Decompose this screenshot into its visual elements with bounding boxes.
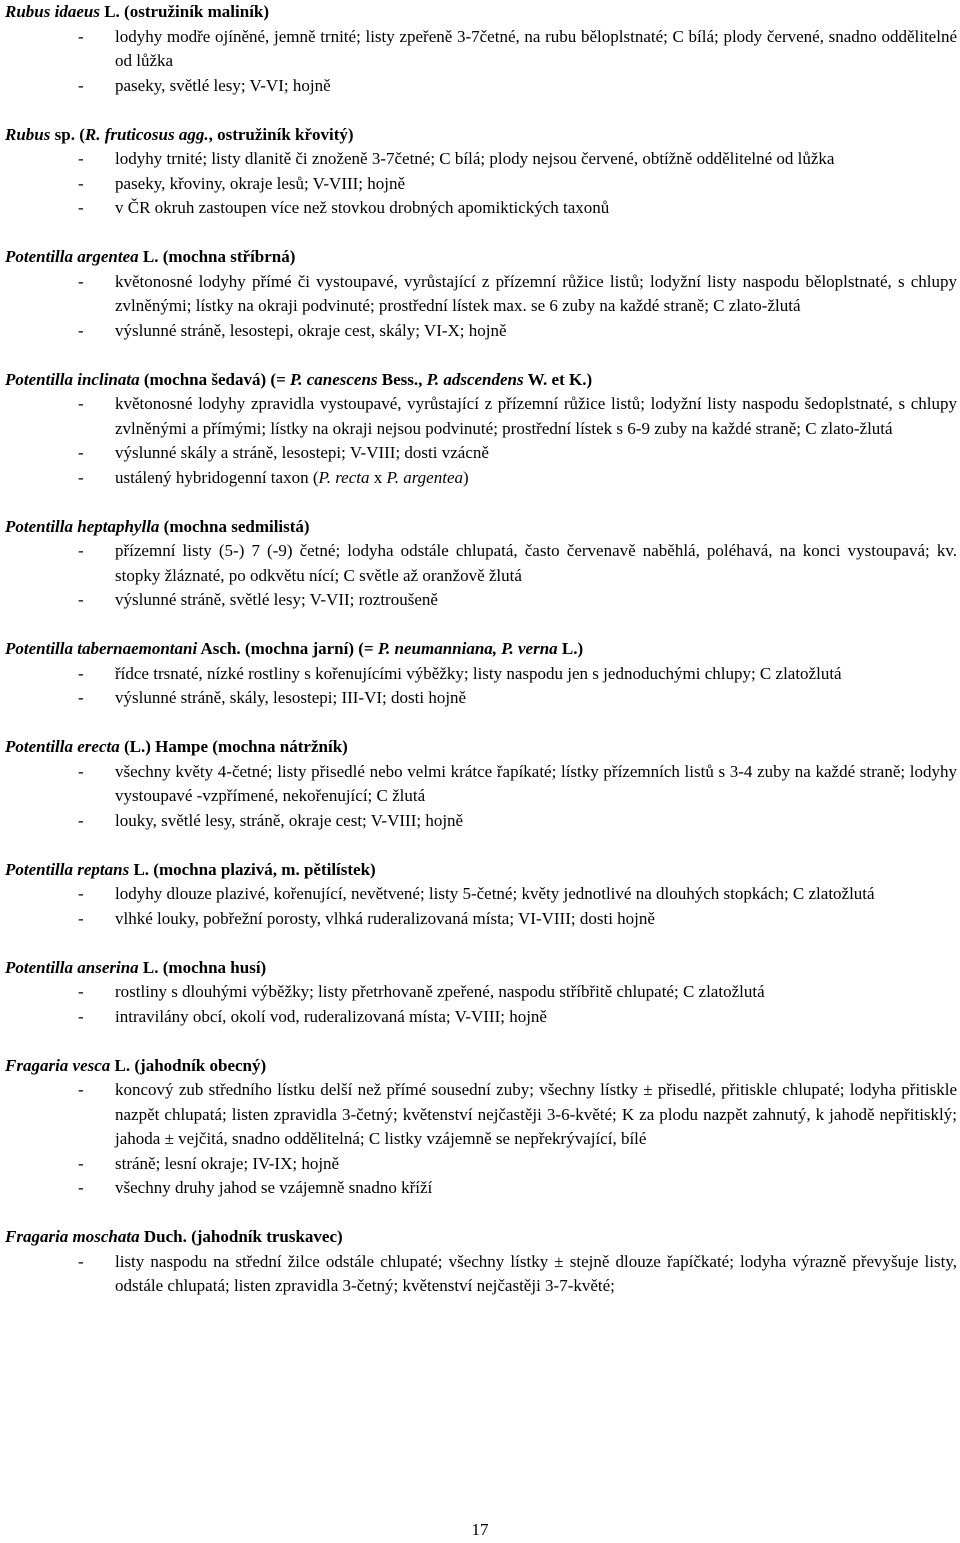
species-entry <box>5 0 957 98</box>
text-run: ) <box>463 467 469 487</box>
description-item: - louky, světlé lesy, stráně, okraje cest; V-VIII; hojně <box>5 809 957 834</box>
species-heading <box>5 858 957 883</box>
description-item: - všechny druhy jahod se vzájemně snadno kříží <box>5 1176 957 1201</box>
text-run: Asch. (mochna jarní) (= <box>197 639 378 658</box>
species-entry <box>5 735 957 833</box>
text-run: L. (ostružiník maliník) <box>99 2 270 21</box>
italic-text-run: Potentilla argentea <box>5 247 139 266</box>
description-item: - výslunné stráně, světlé lesy; V-VII; roztroušeně <box>5 588 957 613</box>
species-description-list <box>5 147 957 221</box>
italic-text-run: P. argentea <box>386 467 463 487</box>
text-run: x <box>369 467 387 487</box>
species-entry <box>5 515 957 613</box>
species-heading <box>5 1054 957 1079</box>
species-description-list <box>5 662 957 711</box>
species-heading <box>5 637 957 662</box>
italic-text-run: Potentilla erecta <box>5 737 120 756</box>
italic-text-run: Fragaria vesca <box>5 1055 111 1075</box>
description-item: - výslunné stráně, lesostepi, okraje cest, skály; VI-X; hojně <box>5 319 957 344</box>
text-run: L. (mochna husí) <box>138 957 267 977</box>
text-run: L.) <box>557 639 584 658</box>
italic-text-run: agg. <box>174 124 209 144</box>
italic-text-run: P. recta <box>318 467 370 487</box>
description-item: - květonosné lodyhy zpravidla vystoupavé, vyrůstající z přízemní růžice listů; lodyžní listy naspodu šedoplstnaté, s chlupy zvlněnými a přímými; lístky na okraji nejsou podvinuté; prostřední lístek s 6-9 zuby na každé straně; C zlato-žlutá <box>5 392 957 441</box>
species-entry <box>5 1054 957 1201</box>
description-item: - řídce trsnaté, nízké rostliny s kořenujícími výběžky; listy naspodu jen s jednoduchými chlupy; C zlatožlutá <box>5 662 957 687</box>
page-number: 17 <box>471 1520 489 1539</box>
species-entry <box>5 956 957 1030</box>
species-list <box>5 0 957 1299</box>
italic-text-run: P. canescens <box>290 369 378 389</box>
species-heading <box>5 368 957 393</box>
italic-text-run: Rubus <box>5 124 51 144</box>
species-description-list <box>5 1078 957 1201</box>
italic-text-run: P. neumanniana, P. verna <box>377 639 558 658</box>
species-description-list <box>5 760 957 834</box>
description-item: - lodyhy modře ojíněné, jemně trnité; listy zpeřeně 3-7četné, na rubu běloplstnaté; C bílá; plody červené, snadno oddělitelné od lůžka <box>5 25 957 74</box>
description-item: - květonosné lodyhy přímé či vystoupavé, vyrůstající z přízemní růžice listů; lodyžní listy naspodu běloplstnaté, s chlupy zvlněnými; lístky na okraji podvinuté; prostřední lístek max. se 6 zuby na každé straně; C zlato-žlutá <box>5 270 957 319</box>
text-run: (mochna šedavá) (= <box>139 369 291 389</box>
species-heading <box>5 956 957 981</box>
species-description-list <box>5 882 957 931</box>
italic-text-run: Potentilla inclinata <box>5 369 140 389</box>
text-run: L. (jahodník obecný) <box>110 1055 267 1075</box>
species-heading <box>5 515 957 540</box>
text-run: W. et K.) <box>523 369 593 389</box>
description-item: - lodyhy dlouze plazivé, kořenující, nevětvené; listy 5-četné; květy jednotlivé na dlouhých stopkách; C zlatožlutá <box>5 882 957 907</box>
text-run: L. (mochna plazivá, m. pětilístek) <box>129 859 376 879</box>
description-item <box>5 466 957 491</box>
species-heading <box>5 1225 957 1250</box>
description-item: - listy naspodu na střední žilce odstále chlupaté; všechny lístky ± stejně dlouze řapíčkaté; lodyha výrazně převyšuje listy, odstále chlupatá; listen zpravidla 3-četný; květenství nejčastěji 3-7-květé; <box>5 1250 957 1299</box>
text-run: (mochna sedmilistá) <box>159 516 310 536</box>
species-entry <box>5 245 957 343</box>
species-description-list <box>5 270 957 344</box>
italic-text-run: Fragaria moschata <box>5 1227 140 1246</box>
species-heading <box>5 245 957 270</box>
species-description-list <box>5 25 957 99</box>
description-item: - koncový zub středního lístku delší než přímé sousední zuby; všechny lístky ± přisedlé, přitiskle chlupaté; lodyha přitiskle nazpět chlupatá; listen zpravidla 3-četný; květenství nejčastěji 3-6-květé; K za plodu nazpět zahnutý, k jahodě nepřitisklý; jahoda ± vejčitá, snadno oddělitelná; C listky vzájemně se nepřekrývající, bílé <box>5 1078 957 1152</box>
description-item: - všechny květy 4-četné; listy přisedlé nebo velmi krátce řapíkaté; lístky přízemních listů s 3-4 zuby na každé straně; lodyhy vystoupavé -vzpřímené, nekořenující; C žlutá <box>5 760 957 809</box>
species-description-list <box>5 392 957 490</box>
description-item: - lodyhy trnité; listy dlanitě či znoženě 3-7četné; C bílá; plody nejsou červené, obtížně oddělitelné od lůžka <box>5 147 957 172</box>
text-run: Bess., <box>377 369 427 389</box>
description-item: - v ČR okruh zastoupen více než stovkou drobných apomiktických taxonů <box>5 196 957 221</box>
species-entry <box>5 368 957 491</box>
text-run: Duch. (jahodník truskavec) <box>139 1227 343 1246</box>
text-run: (L.) Hampe (mochna nátržník) <box>119 737 348 756</box>
description-item: - stráně; lesní okraje; IV-IX; hojně <box>5 1152 957 1177</box>
species-entry <box>5 1225 957 1299</box>
italic-text-run: Rubus idaeus <box>5 2 100 21</box>
species-entry <box>5 123 957 221</box>
document-page <box>5 0 957 1323</box>
species-description-list <box>5 539 957 613</box>
species-entry <box>5 637 957 711</box>
italic-text-run: Potentilla tabernaemontani <box>5 639 198 658</box>
italic-text-run: Potentilla heptaphylla <box>5 516 160 536</box>
species-entry <box>5 858 957 932</box>
description-item: - vlhké louky, pobřežní porosty, vlhká ruderalizovaná místa; VI-VIII; dosti hojně <box>5 907 957 932</box>
description-item: - výslunné skály a stráně, lesostepi; V-VIII; dosti vzácně <box>5 441 957 466</box>
species-description-list <box>5 980 957 1029</box>
species-description-list <box>5 1250 957 1299</box>
text-run: L. (mochna stříbrná) <box>138 247 296 266</box>
italic-text-run: Potentilla reptans <box>5 859 130 879</box>
species-heading <box>5 123 957 148</box>
italic-text-run: Potentilla anserina <box>5 957 139 977</box>
description-item: - výslunné stráně, skály, lesostepi; III-VI; dosti hojně <box>5 686 957 711</box>
text-run: , ostružiník křovitý) <box>208 124 354 144</box>
description-item: - rostliny s dlouhými výběžky; listy přetrhovaně zpeřené, naspodu stříbřitě chlupaté; C zlatožlutá <box>5 980 957 1005</box>
text-run: ustálený hybridogenní taxon ( <box>115 467 319 487</box>
species-heading <box>5 735 957 760</box>
italic-text-run: R. fruticosus <box>84 124 175 144</box>
description-item: - paseky, křoviny, okraje lesů; V-VIII; hojně <box>5 172 957 197</box>
species-heading <box>5 0 957 25</box>
text-run: sp. ( <box>50 124 85 144</box>
description-item: - intravilány obcí, okolí vod, ruderalizovaná místa; V-VIII; hojně <box>5 1005 957 1030</box>
description-item: - paseky, světlé lesy; V-VI; hojně <box>5 74 957 99</box>
description-item: - přízemní listy (5-) 7 (-9) četné; lodyha odstále chlupatá, často červenavě naběhlá, poléhavá, na konci vystoupavá; kv. stopky žláznaté, po odkvětu nící; C světle až oranžově žlutá <box>5 539 957 588</box>
italic-text-run: P. adscendens <box>426 369 524 389</box>
